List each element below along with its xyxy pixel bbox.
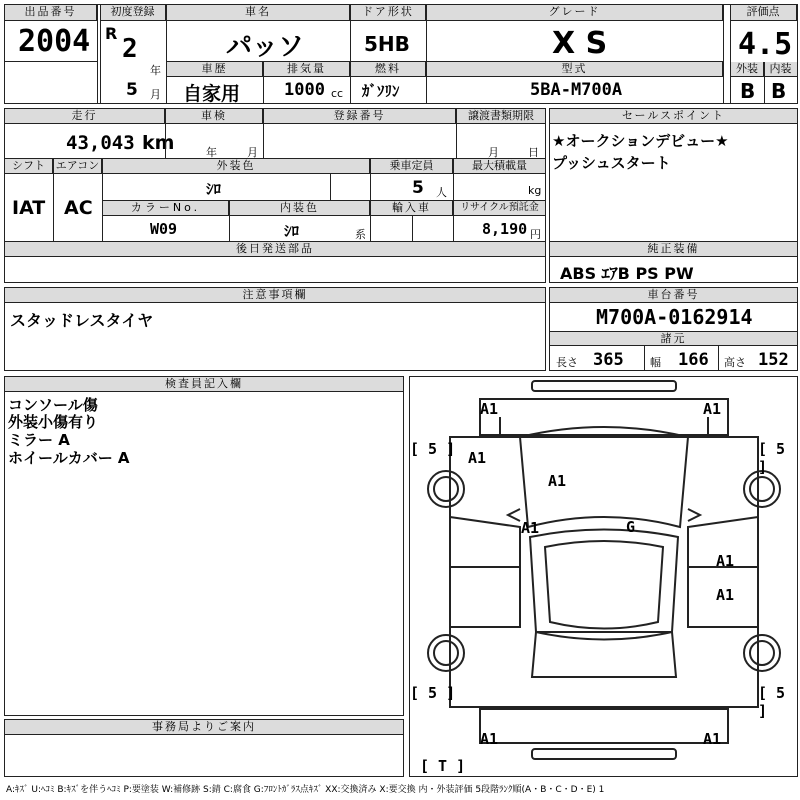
height: 152 (758, 350, 789, 370)
lot-label: 出品番号 (5, 5, 97, 21)
colorno-label: カラーNo. (103, 201, 229, 216)
notes-value: スタッドレスタイヤ (10, 311, 154, 330)
tire-front-right: [ 5 ] (758, 440, 786, 476)
later-parts-label: 後日発送部品 (5, 242, 545, 257)
grade-label: グレード (427, 5, 723, 21)
transfer-month-unit: 月 (488, 146, 499, 159)
colorno: W09 (150, 220, 178, 238)
fuel: ｶﾞｿﾘﾝ (362, 82, 400, 100)
import-label: 輸入車 (371, 201, 453, 216)
tire-rear-left: [ 5 ] (410, 684, 456, 702)
car-diagram (410, 377, 797, 776)
mileage: 43,043 (66, 132, 135, 154)
mileage-label: 走行 (5, 109, 165, 124)
color-label: 外装色 (103, 159, 370, 174)
sales-label: セールスポイント (550, 109, 797, 124)
model-label: 型式 (427, 62, 723, 77)
dims-label: 諸元 (550, 331, 797, 346)
shift-label: シフト (5, 159, 53, 174)
intcolor: ｼﾛ (284, 222, 300, 240)
int-grade: B (771, 79, 787, 103)
mark-windshield: G (626, 518, 636, 536)
int-label: 内装 (764, 62, 797, 77)
intcolor-unit: 系 (355, 228, 366, 241)
recycle-unit: 円 (530, 228, 541, 241)
score-label: 評価点 (730, 5, 797, 21)
ac: AC (64, 197, 93, 219)
name-label: 車名 (167, 5, 350, 21)
disp-label: 排気量 (264, 62, 350, 77)
ext-grade: B (740, 79, 756, 103)
load-label: 最大積載量 (454, 159, 545, 174)
transfer-label: 譲渡書類期限 (457, 109, 545, 124)
tire-rear-right: [ 5 ] (758, 684, 786, 720)
sales-line-2: プッシュスタート (552, 154, 671, 172)
intcolor-label: 内装色 (230, 201, 370, 216)
shift: IAT (12, 197, 46, 219)
legend: A:ｷｽﾞ U:ﾍｺﾐ B:ｷｽﾞを伴うﾍｺﾐ P:要塗装 W:補修跡 S:錆 C:腐食 G:ﾌﾛﾝﾄｶﾞﾗｽ点ｷｽﾞ XX:交換済み X:要交換 内・外装評価 5段階ﾗﾝｸ順(A・B・C・D・E) 1 (6, 785, 605, 795)
ac-label: エアコン (54, 159, 102, 174)
reg-year-unit: 年 (150, 64, 161, 77)
seats: 5 (412, 178, 424, 198)
reg-year: 2 (122, 34, 138, 64)
era: R (105, 24, 118, 43)
chassis-label: 車台番号 (550, 288, 797, 303)
inspector-line-1: コンソール傷 (8, 396, 98, 414)
fuel-label: 燃料 (351, 62, 426, 77)
inspector-label: 検査員記入欄 (5, 377, 403, 392)
displacement: 1000 (284, 80, 325, 100)
color: ｼﾛ (206, 180, 222, 198)
mark-right-door-rear: A1 (716, 586, 735, 604)
reg-month-unit: 月 (150, 88, 161, 101)
history: 自家用 (183, 83, 241, 105)
load-unit: kg (528, 184, 542, 197)
mark-front-right: A1 (703, 400, 722, 418)
notes-label: 注意事項欄 (5, 288, 545, 303)
seats-label: 乗車定員 (371, 159, 453, 174)
inspector-line-3: ミラー A (8, 431, 70, 449)
insp-month-unit: 月 (247, 146, 258, 159)
spare-tire: [ T ] (420, 757, 466, 775)
mark-left-fender: A1 (468, 449, 487, 467)
sales-line-1: ★オークションデビュー★ (552, 132, 729, 150)
lot-number: 2004 (18, 24, 91, 59)
mileage-unit: km (142, 132, 175, 154)
door-type: 5HB (364, 32, 410, 56)
seats-unit: 人 (436, 186, 447, 199)
first-reg-label: 初度登録 (100, 5, 166, 21)
door-label: ドア形状 (351, 5, 426, 21)
disp-unit: cc (331, 87, 344, 100)
mark-rear-left: A1 (480, 730, 499, 748)
mark-front-left: A1 (480, 400, 499, 418)
wid-label: 幅 (650, 356, 661, 369)
len-label: 長さ (556, 356, 578, 369)
mark-left-pillar: A1 (521, 519, 540, 537)
width: 166 (678, 350, 709, 370)
hei-label: 高さ (724, 356, 746, 369)
recycle: 8,190 (482, 220, 528, 238)
inspector-line-2: 外装小傷有り (8, 413, 99, 431)
equip-value: ABS ｴｱB PS PW (560, 264, 694, 283)
reg-no-label: 登録番号 (264, 109, 456, 124)
equip-label: 純正装備 (550, 242, 797, 257)
model: 5BA-M700A (530, 80, 623, 100)
chassis-number: M700A-0162914 (596, 305, 753, 329)
inspector-line-4: ホイールカバー A (8, 449, 130, 467)
mark-right-door-front: A1 (716, 552, 735, 570)
mark-hood: A1 (548, 472, 567, 490)
tire-front-left: [ 5 ] (410, 440, 456, 458)
history-label: 車歴 (167, 62, 263, 77)
ext-label: 外装 (731, 62, 764, 77)
office-label: 事務局よりご案内 (5, 720, 403, 735)
grade: X S (552, 26, 608, 61)
inspection-label: 車検 (166, 109, 263, 124)
length: 365 (593, 350, 624, 370)
recycle-label: リサイクル預託金 (454, 201, 545, 216)
transfer-day-unit: 日 (528, 146, 539, 159)
mark-rear-right: A1 (703, 730, 722, 748)
car-name: パッソ (226, 32, 305, 62)
score: 4.5 (738, 27, 793, 62)
reg-month: 5 (126, 80, 138, 100)
insp-year-unit: 年 (206, 146, 217, 159)
